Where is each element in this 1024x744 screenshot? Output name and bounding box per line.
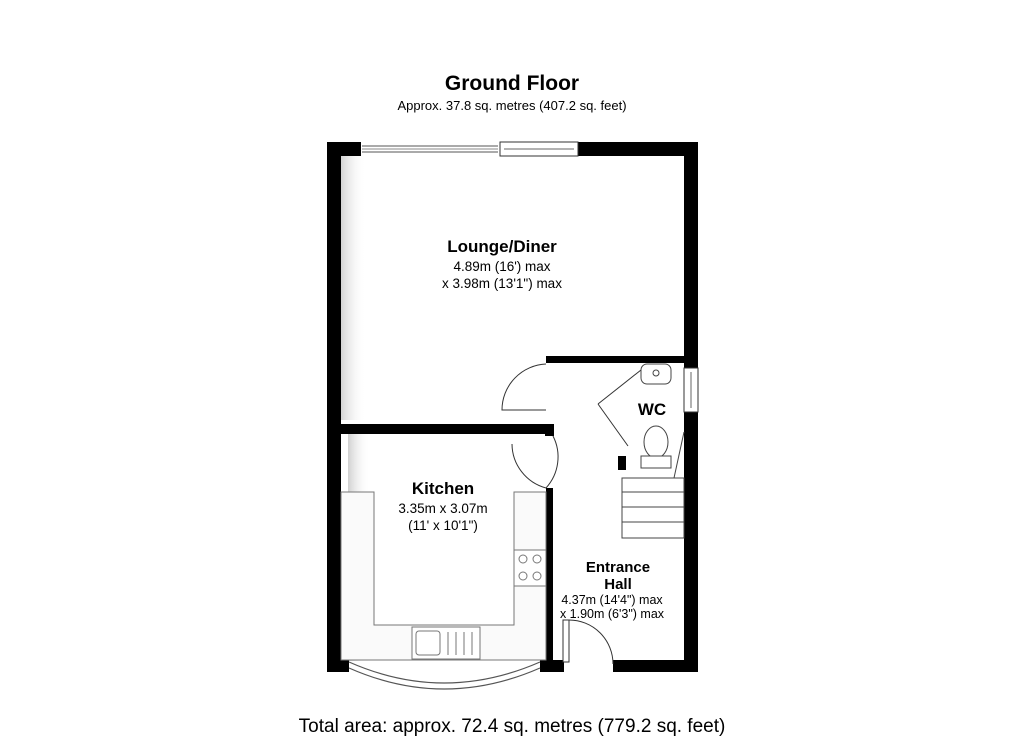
stair-block [622,478,684,538]
wall-shadow [340,154,366,420]
wall-hall-left [546,488,553,662]
front-door-leaf [563,620,569,662]
lounge-dim2: x 3.98m (13'1") max [442,276,562,291]
wall-wc-stub [618,456,626,470]
toilet-cistern [641,456,671,468]
door-kitchen-swing [546,436,558,488]
hall-name1: Entrance [585,559,651,576]
wc-window [684,368,698,412]
bay-window-inner [349,668,540,689]
wc-name: WC [637,400,667,419]
lounge-name: Lounge/Diner [447,237,557,256]
wall-right-lower [684,412,698,672]
door-kitchen-arc [512,444,546,488]
sink-bowl [416,631,440,655]
hall-name2: Hall [604,576,632,593]
kitchen-dim1: 3.35m x 3.07m [398,501,488,516]
wall-top-left [327,142,361,156]
hall-dim1: 4.37m (14'4") max [561,593,663,607]
wall-top-right [578,142,698,156]
floor-area: Approx. 37.8 sq. metres (407.2 sq. feet) [397,98,627,113]
hob [514,550,546,586]
kitchen-dim2: (11' x 10'1") [408,518,478,533]
front-door-swing [569,620,613,664]
door-wc-leaf [598,366,646,404]
basin-tap [653,370,659,376]
wall-kitchen-top [340,424,554,434]
wall-bottom-right [613,660,698,672]
wall-stub [545,424,554,436]
floor-title: Ground Floor [444,72,580,95]
wall-bottom-left [327,660,349,672]
toilet-bowl [644,426,668,458]
wall-wc-top [546,356,686,363]
door-wc-leaf2 [598,404,628,446]
lounge-dim1: 4.89m (16') max [453,259,551,274]
wall-right-upper [684,142,698,368]
wall-left [327,142,341,672]
top-window [500,142,578,156]
total-area: Total area: approx. 72.4 sq. metres (779.2 sq. feet) [298,716,726,737]
kitchen-name: Kitchen [411,479,475,498]
patio-door [362,146,498,152]
door-lounge-swing [502,364,546,410]
bay-window [349,662,540,683]
hall-dim2: x 1.90m (6'3") max [559,607,665,621]
